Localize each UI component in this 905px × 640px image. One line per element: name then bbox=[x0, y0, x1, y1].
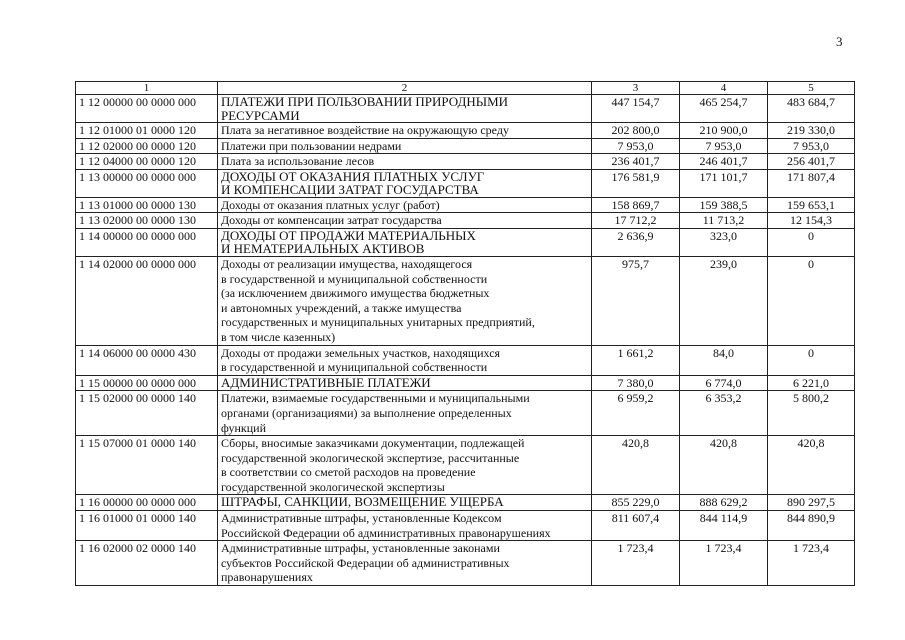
value-col-5-cell: 0 bbox=[768, 345, 855, 375]
table-row bbox=[76, 138, 855, 154]
value-col-5-cell: 0 bbox=[768, 256, 855, 345]
item-name-cell: Сборы, вносимые заказчиками документации, подлежащей государственной экологической экспертизе, рассчитанные в соответствии со сметой расходов на проведение государственной экологической экспертизы bbox=[218, 436, 592, 495]
value-col-3-cell: 7 380,0 bbox=[592, 375, 680, 391]
column-header-3: 3 bbox=[592, 82, 680, 95]
item-name-cell: Платежи при пользовании недрами bbox=[218, 138, 592, 154]
item-name-cell: ПЛАТЕЖИ ПРИ ПОЛЬЗОВАНИИ ПРИРОДНЫМИ РЕСУРСАМИ bbox=[218, 95, 592, 123]
value-col-3-cell: 811 607,4 bbox=[592, 511, 680, 541]
value-col-4-cell: 7 953,0 bbox=[680, 138, 768, 154]
item-name-cell: ШТРАФЫ, САНКЦИИ, ВОЗМЕЩЕНИЕ УЩЕРБА bbox=[218, 495, 592, 511]
value-col-4-cell: 210 900,0 bbox=[680, 123, 768, 139]
value-col-5-cell: 1 723,4 bbox=[768, 541, 855, 586]
table-row bbox=[76, 213, 855, 229]
value-col-3-cell: 7 953,0 bbox=[592, 138, 680, 154]
budget-code-cell: 1 13 00000 00 0000 000 bbox=[76, 169, 218, 197]
table-row bbox=[76, 345, 855, 375]
value-col-5-cell: 6 221,0 bbox=[768, 375, 855, 391]
table-row bbox=[76, 197, 855, 213]
table-row bbox=[76, 123, 855, 139]
item-name-cell: Плата за использование лесов bbox=[218, 154, 592, 170]
page-number: 3 bbox=[836, 34, 843, 49]
value-col-5-cell: 420,8 bbox=[768, 436, 855, 495]
table-row bbox=[76, 511, 855, 541]
value-col-4-cell: 844 114,9 bbox=[680, 511, 768, 541]
value-col-5-cell: 890 297,5 bbox=[768, 495, 855, 511]
budget-code-cell: 1 14 02000 00 0000 000 bbox=[76, 256, 218, 345]
budget-code-cell: 1 16 01000 01 0000 140 bbox=[76, 511, 218, 541]
budget-code-cell: 1 14 00000 00 0000 000 bbox=[76, 228, 218, 256]
budget-code-cell: 1 12 00000 00 0000 000 bbox=[76, 95, 218, 123]
value-col-3-cell: 447 154,7 bbox=[592, 95, 680, 123]
item-name-cell: ДОХОДЫ ОТ ОКАЗАНИЯ ПЛАТНЫХ УСЛУГ И КОМПЕНСАЦИИ ЗАТРАТ ГОСУДАРСТВА bbox=[218, 169, 592, 197]
value-col-4-cell: 6 353,2 bbox=[680, 391, 768, 436]
value-col-4-cell: 888 629,2 bbox=[680, 495, 768, 511]
value-col-3-cell: 420,8 bbox=[592, 436, 680, 495]
value-col-3-cell: 1 723,4 bbox=[592, 541, 680, 586]
value-col-5-cell: 844 890,9 bbox=[768, 511, 855, 541]
budget-code-cell: 1 16 02000 02 0000 140 bbox=[76, 541, 218, 586]
value-col-4-cell: 159 388,5 bbox=[680, 197, 768, 213]
table-row bbox=[76, 154, 855, 170]
item-name-cell: Плата за негативное воздействие на окружающую среду bbox=[218, 123, 592, 139]
table-row bbox=[76, 228, 855, 256]
value-col-3-cell: 158 869,7 bbox=[592, 197, 680, 213]
value-col-4-cell: 1 723,4 bbox=[680, 541, 768, 586]
revenue-table bbox=[75, 81, 855, 586]
table-row bbox=[76, 541, 855, 586]
value-col-3-cell: 2 636,9 bbox=[592, 228, 680, 256]
value-col-4-cell: 6 774,0 bbox=[680, 375, 768, 391]
column-header-2: 2 bbox=[218, 82, 592, 95]
budget-code-cell: 1 12 02000 00 0000 120 bbox=[76, 138, 218, 154]
value-col-3-cell: 176 581,9 bbox=[592, 169, 680, 197]
item-name-cell: ДОХОДЫ ОТ ПРОДАЖИ МАТЕРИАЛЬНЫХ И НЕМАТЕРИАЛЬНЫХ АКТИВОВ bbox=[218, 228, 592, 256]
table-row bbox=[76, 495, 855, 511]
value-col-4-cell: 171 101,7 bbox=[680, 169, 768, 197]
value-col-5-cell: 159 653,1 bbox=[768, 197, 855, 213]
value-col-3-cell: 975,7 bbox=[592, 256, 680, 345]
item-name-cell: Доходы от компенсации затрат государства bbox=[218, 213, 592, 229]
value-col-5-cell: 0 bbox=[768, 228, 855, 256]
value-col-3-cell: 1 661,2 bbox=[592, 345, 680, 375]
item-name-cell: Доходы от продажи земельных участков, находящихся в государственной и муниципальной собственности bbox=[218, 345, 592, 375]
table-row bbox=[76, 391, 855, 436]
budget-code-cell: 1 15 02000 00 0000 140 bbox=[76, 391, 218, 436]
column-header-1: 1 bbox=[76, 82, 218, 95]
column-header-5: 5 bbox=[768, 82, 855, 95]
value-col-5-cell: 7 953,0 bbox=[768, 138, 855, 154]
table-row bbox=[76, 95, 855, 123]
budget-code-cell: 1 14 06000 00 0000 430 bbox=[76, 345, 218, 375]
item-name-cell: Доходы от реализации имущества, находящегося в государственной и муниципальной собственности (за исключением движимого имущества бюджетных и автономных учреждений, а также имущества государственных и муниципальных унитарных предприятий, в том числе казенных) bbox=[218, 256, 592, 345]
value-col-4-cell: 420,8 bbox=[680, 436, 768, 495]
table-row bbox=[76, 375, 855, 391]
value-col-3-cell: 17 712,2 bbox=[592, 213, 680, 229]
value-col-4-cell: 239,0 bbox=[680, 256, 768, 345]
column-header-4: 4 bbox=[680, 82, 768, 95]
value-col-3-cell: 202 800,0 bbox=[592, 123, 680, 139]
value-col-3-cell: 6 959,2 bbox=[592, 391, 680, 436]
budget-code-cell: 1 12 04000 00 0000 120 bbox=[76, 154, 218, 170]
item-name-cell: Платежи, взимаемые государственными и муниципальными органами (организациями) за выполнение определенных функций bbox=[218, 391, 592, 436]
value-col-5-cell: 5 800,2 bbox=[768, 391, 855, 436]
value-col-4-cell: 84,0 bbox=[680, 345, 768, 375]
budget-code-cell: 1 13 01000 00 0000 130 bbox=[76, 197, 218, 213]
value-col-5-cell: 171 807,4 bbox=[768, 169, 855, 197]
value-col-5-cell: 483 684,7 bbox=[768, 95, 855, 123]
value-col-5-cell: 12 154,3 bbox=[768, 213, 855, 229]
value-col-3-cell: 236 401,7 bbox=[592, 154, 680, 170]
item-name-cell: Административные штрафы, установленные законами субъектов Российской Федерации об административных правонарушениях bbox=[218, 541, 592, 586]
budget-code-cell: 1 15 07000 01 0000 140 bbox=[76, 436, 218, 495]
table-body bbox=[76, 95, 855, 586]
value-col-5-cell: 256 401,7 bbox=[768, 154, 855, 170]
value-col-4-cell: 11 713,2 bbox=[680, 213, 768, 229]
value-col-4-cell: 465 254,7 bbox=[680, 95, 768, 123]
value-col-3-cell: 855 229,0 bbox=[592, 495, 680, 511]
item-name-cell: АДМИНИСТРАТИВНЫЕ ПЛАТЕЖИ bbox=[218, 375, 592, 391]
item-name-cell: Доходы от оказания платных услуг (работ) bbox=[218, 197, 592, 213]
budget-code-cell: 1 15 00000 00 0000 000 bbox=[76, 375, 218, 391]
table-row bbox=[76, 256, 855, 345]
budget-code-cell: 1 12 01000 01 0000 120 bbox=[76, 123, 218, 139]
value-col-5-cell: 219 330,0 bbox=[768, 123, 855, 139]
table-row bbox=[76, 436, 855, 495]
value-col-4-cell: 323,0 bbox=[680, 228, 768, 256]
value-col-4-cell: 246 401,7 bbox=[680, 154, 768, 170]
table-row bbox=[76, 169, 855, 197]
budget-code-cell: 1 16 00000 00 0000 000 bbox=[76, 495, 218, 511]
item-name-cell: Административные штрафы, установленные Кодексом Российской Федерации об административных правонарушениях bbox=[218, 511, 592, 541]
budget-code-cell: 1 13 02000 00 0000 130 bbox=[76, 213, 218, 229]
table-header-row bbox=[76, 82, 855, 95]
